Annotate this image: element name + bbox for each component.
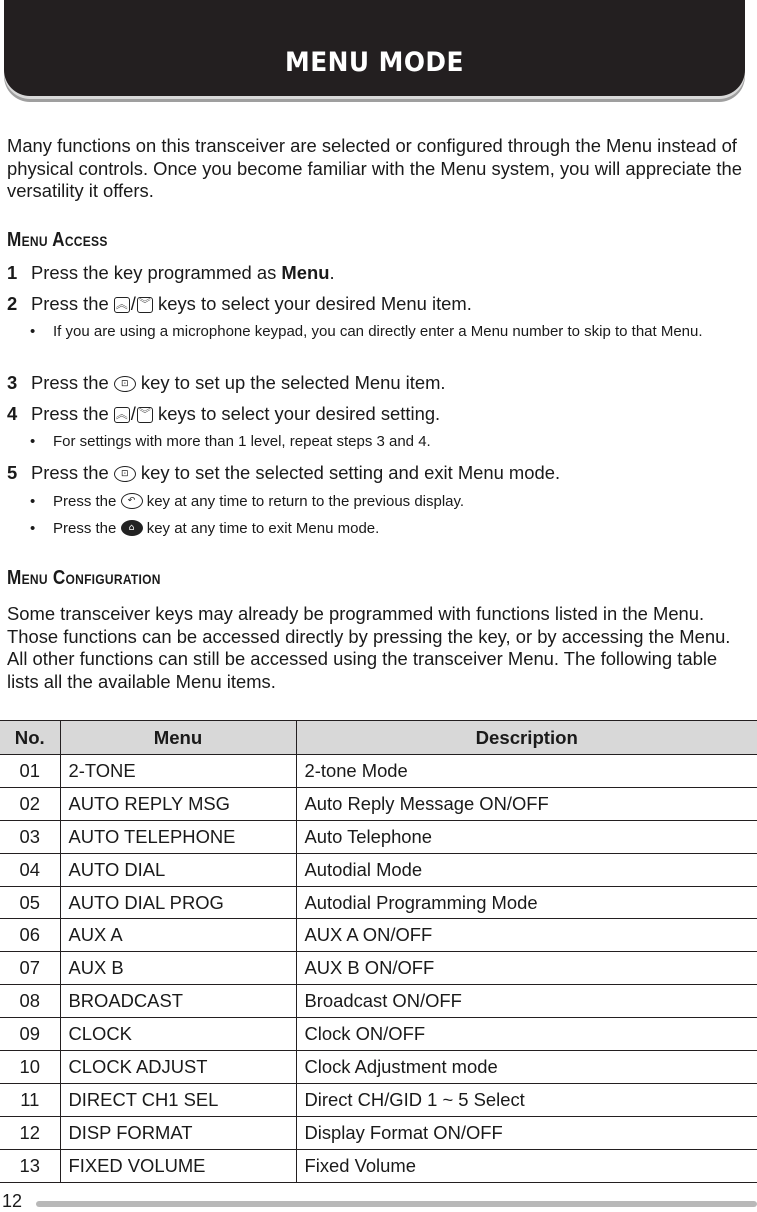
page-number: 12 (2, 1191, 23, 1211)
menu-name: AUX B (60, 952, 296, 985)
enter-key-icon: ⊡ (114, 376, 136, 392)
table-row (0, 919, 757, 952)
note-text: Press the ↶ key at any time to return to the previous display. (53, 493, 465, 510)
table-row (0, 787, 757, 820)
menu-number: 06 (0, 919, 60, 952)
menu-name: AUTO DIAL PROG (60, 886, 296, 919)
column-header-no: No. (0, 721, 60, 755)
menu-description: Auto Telephone (296, 820, 757, 853)
menu-name: DIRECT CH1 SEL (60, 1083, 296, 1116)
step-number: 4 (7, 403, 18, 424)
step-2 (7, 293, 752, 317)
chevron-up-key-icon: ︽ (115, 407, 128, 421)
menu-description: Fixed Volume (296, 1149, 757, 1182)
table-row (0, 1051, 757, 1084)
bullet: • (30, 520, 36, 537)
intro-paragraph: Many functions on this transceiver are selected or configured through the Menu instead of physical controls. Once you become familiar with the Menu system, you will appreciate the versatility it offers. (7, 135, 742, 201)
menu-name: 2-TONE (60, 755, 296, 788)
menu-number: 09 (0, 1018, 60, 1051)
table-row (0, 820, 757, 853)
menu-number: 08 (0, 985, 60, 1018)
section-heading-menu-configuration: Menu Configuration (7, 567, 161, 589)
table-row (0, 952, 757, 985)
footer-rule (36, 1201, 757, 1207)
menu-number: 07 (0, 952, 60, 985)
table-row (0, 1149, 757, 1182)
menu-key-label: Menu (281, 262, 330, 283)
menu-number: 01 (0, 755, 60, 788)
step-text: Press the ︽ / ︾ keys to select your desired setting. (31, 403, 441, 424)
step-number: 2 (7, 293, 18, 314)
menu-description: 2-tone Mode (296, 755, 757, 788)
table-row (0, 1018, 757, 1051)
menu-description: Direct CH/GID 1 ~ 5 Select (296, 1083, 757, 1116)
note-text: For settings with more than 1 level, repeat steps 3 and 4. (53, 433, 431, 450)
menu-description: Clock Adjustment mode (296, 1051, 757, 1084)
table-row (0, 1116, 757, 1149)
section-heading-menu-access: Menu Access (7, 229, 108, 251)
menu-description: AUX B ON/OFF (296, 952, 757, 985)
chevron-up-key-icon: ︽ (115, 297, 128, 311)
step-text: Press the ︽ / ︾ keys to select your desired Menu item. (31, 293, 472, 314)
page-title: MENU MODE (285, 47, 464, 78)
bullet: • (30, 493, 36, 510)
menu-number: 11 (0, 1083, 60, 1116)
menu-name: AUTO REPLY MSG (60, 787, 296, 820)
step-number: 5 (7, 462, 18, 483)
menu-number: 10 (0, 1051, 60, 1084)
menu-description: Display Format ON/OFF (296, 1116, 757, 1149)
step-1 (7, 262, 752, 286)
menu-number: 03 (0, 820, 60, 853)
return-key-icon: ↶ (121, 493, 143, 509)
table-header-row (0, 721, 757, 755)
menu-description: AUX A ON/OFF (296, 919, 757, 952)
step-text: Press the ⊡ key to set up the selected Menu item. (31, 372, 446, 393)
menu-name: FIXED VOLUME (60, 1149, 296, 1182)
menu-name: AUX A (60, 919, 296, 952)
menu-number: 02 (0, 787, 60, 820)
note-text: If you are using a microphone keypad, you can directly enter a Menu number to skip to that Menu. (53, 323, 703, 340)
menu-name: CLOCK ADJUST (60, 1051, 296, 1084)
table-row (0, 886, 757, 919)
chevron-down-key-icon: ︾ (138, 407, 151, 421)
step-text: Press the ⊡ key to set the selected setting and exit Menu mode. (31, 462, 561, 483)
note-text: Press the ⌂ key at any time to exit Menu mode. (53, 520, 380, 537)
menu-name: BROADCAST (60, 985, 296, 1018)
menu-description: Autodial Programming Mode (296, 886, 757, 919)
menu-table (0, 720, 757, 1183)
chevron-down-key-icon: ︾ (138, 297, 151, 311)
bullet: • (30, 323, 36, 340)
menu-name: CLOCK (60, 1018, 296, 1051)
column-header-menu: Menu (60, 721, 296, 755)
table-row (0, 985, 757, 1018)
menu-name: AUTO DIAL (60, 853, 296, 886)
step-number: 3 (7, 372, 18, 393)
step-number: 1 (7, 262, 18, 283)
menu-description: Broadcast ON/OFF (296, 985, 757, 1018)
step-text: Press the key programmed as Menu. (31, 262, 335, 283)
step-3 (7, 372, 752, 396)
configuration-paragraph: Some transceiver keys may already be programmed with functions listed in the Menu. Those functions can be accessed directly by pressing the key, or by accessing the Menu. All other functions can still be accessed using the transceiver Menu. The following table lists all the available Menu items. (7, 603, 731, 692)
table-row (0, 853, 757, 886)
menu-description: Clock ON/OFF (296, 1018, 757, 1051)
table-row (0, 1083, 757, 1116)
menu-number: 12 (0, 1116, 60, 1149)
menu-number: 13 (0, 1149, 60, 1182)
table-row (0, 755, 757, 788)
menu-name: DISP FORMAT (60, 1116, 296, 1149)
menu-name: AUTO TELEPHONE (60, 820, 296, 853)
step-5 (7, 462, 752, 486)
title-banner (4, 0, 745, 96)
exit-key-icon: ⌂ (121, 520, 143, 536)
menu-number: 04 (0, 853, 60, 886)
menu-description: Auto Reply Message ON/OFF (296, 787, 757, 820)
menu-description: Autodial Mode (296, 853, 757, 886)
column-header-description: Description (296, 721, 757, 755)
enter-key-icon: ⊡ (114, 466, 136, 482)
step-4 (7, 403, 752, 427)
bullet: • (30, 433, 36, 450)
menu-number: 05 (0, 886, 60, 919)
